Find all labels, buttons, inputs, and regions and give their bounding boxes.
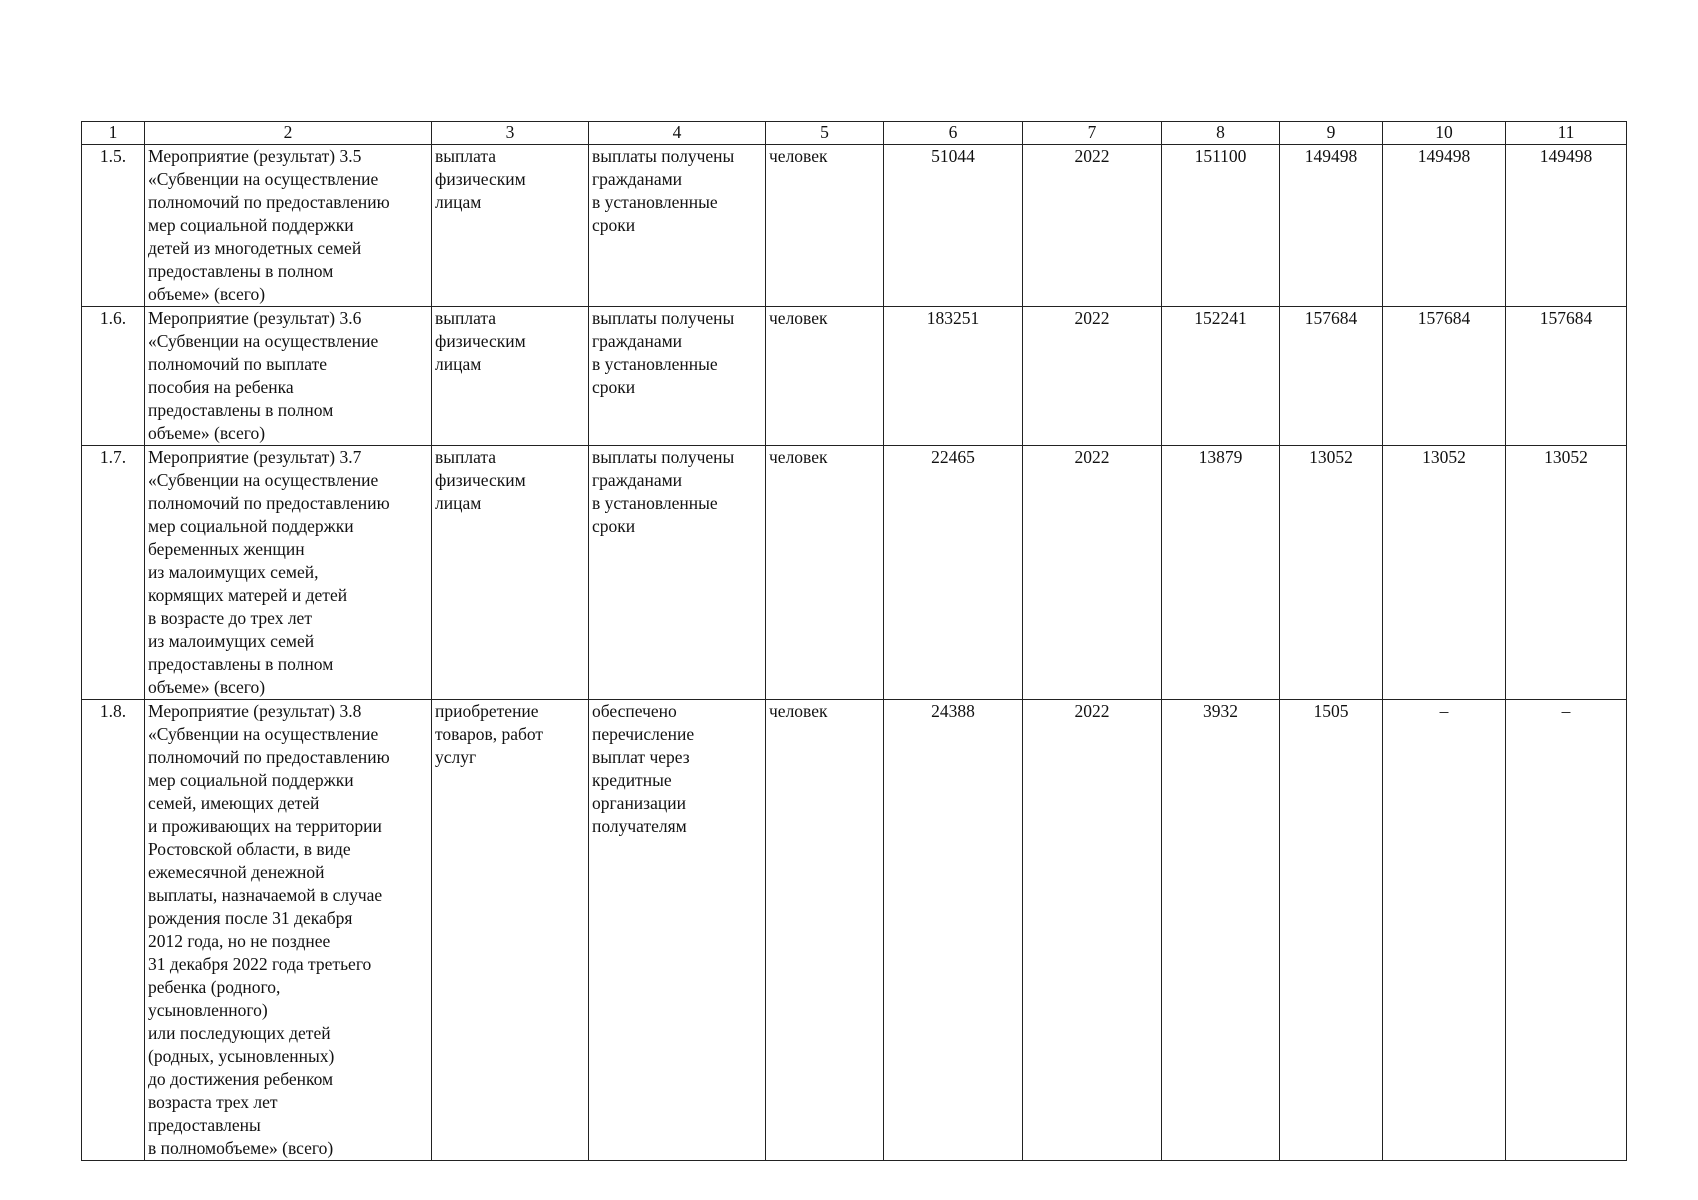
base-value: 22465: [884, 446, 1023, 700]
header-col-2: 2: [145, 122, 432, 145]
base-value: 51044: [884, 145, 1023, 307]
value-col-9: 157684: [1280, 307, 1383, 446]
value-col-11: 157684: [1506, 307, 1627, 446]
row-number: 1.8.: [82, 700, 145, 1161]
value-col-10: 13052: [1383, 446, 1506, 700]
value-col-11: –: [1506, 700, 1627, 1161]
table-row: [82, 700, 1627, 1161]
base-year: 2022: [1023, 446, 1162, 700]
measure-type: выплата физическим лицам: [432, 145, 589, 307]
value-col-9: 149498: [1280, 145, 1383, 307]
table-row: [82, 307, 1627, 446]
measure-type: выплата физическим лицам: [432, 446, 589, 700]
row-number: 1.5.: [82, 145, 145, 307]
header-col-6: 6: [884, 122, 1023, 145]
measure-characteristic: выплаты получены гражданами в установленные сроки: [589, 307, 766, 446]
header-col-5: 5: [766, 122, 884, 145]
value-col-8: 151100: [1162, 145, 1280, 307]
measure-characteristic: выплаты получены гражданами в установленные сроки: [589, 446, 766, 700]
measure-name: Мероприятие (результат) 3.5 «Субвенции на осуществление полномочий по предоставлению мер социальной поддержки детей из многодетных семей предоставлены в полном объеме» (всего): [145, 145, 432, 307]
header-col-9: 9: [1280, 122, 1383, 145]
header-col-7: 7: [1023, 122, 1162, 145]
value-col-8: 13879: [1162, 446, 1280, 700]
measure-name: Мероприятие (результат) 3.8 «Субвенции на осуществление полномочий по предоставлению мер социальной поддержки семей, имеющих детей и проживающих на территории Ростовской области, в виде ежемесячной денежной выплаты, назначаемой в случае рождения после 31 декабря 2012 года, но не позднее 31 декабря 2022 года третьего ребенка (родного, усыновленного) или последующих детей (родных, усыновленных) до достижения ребенком возраста трех лет предоставлены в полномобъеме» (всего): [145, 700, 432, 1161]
header-col-3: 3: [432, 122, 589, 145]
measure-name: Мероприятие (результат) 3.7 «Субвенции на осуществление полномочий по предоставлению мер социальной поддержки беременных женщин из малоимущих семей, кормящих матерей и детей в возрасте до трех лет из малоимущих семей предоставлены в полном объеме» (всего): [145, 446, 432, 700]
value-col-10: 157684: [1383, 307, 1506, 446]
value-col-9: 1505: [1280, 700, 1383, 1161]
base-year: 2022: [1023, 307, 1162, 446]
value-col-11: 149498: [1506, 145, 1627, 307]
value-col-10: 149498: [1383, 145, 1506, 307]
measure-unit: человек: [766, 700, 884, 1161]
header-col-8: 8: [1162, 122, 1280, 145]
header-row: [82, 122, 1627, 145]
measure-name: Мероприятие (результат) 3.6 «Субвенции на осуществление полномочий по выплате пособия на ребенка предоставлены в полном объеме» (всего): [145, 307, 432, 446]
measure-unit: человек: [766, 145, 884, 307]
measure-type: приобретение товаров, работ услуг: [432, 700, 589, 1161]
header-col-10: 10: [1383, 122, 1506, 145]
base-value: 24388: [884, 700, 1023, 1161]
value-col-11: 13052: [1506, 446, 1627, 700]
measures-table: [81, 121, 1627, 1161]
value-col-8: 152241: [1162, 307, 1280, 446]
value-col-8: 3932: [1162, 700, 1280, 1161]
base-value: 183251: [884, 307, 1023, 446]
header-col-11: 11: [1506, 122, 1627, 145]
header-col-4: 4: [589, 122, 766, 145]
base-year: 2022: [1023, 700, 1162, 1161]
value-col-10: –: [1383, 700, 1506, 1161]
measure-type: выплата физическим лицам: [432, 307, 589, 446]
base-year: 2022: [1023, 145, 1162, 307]
measure-unit: человек: [766, 307, 884, 446]
row-number: 1.6.: [82, 307, 145, 446]
row-number: 1.7.: [82, 446, 145, 700]
header-col-1: 1: [82, 122, 145, 145]
measure-characteristic: обеспечено перечисление выплат через кредитные организации получателям: [589, 700, 766, 1161]
value-col-9: 13052: [1280, 446, 1383, 700]
measure-unit: человек: [766, 446, 884, 700]
table-row: [82, 446, 1627, 700]
measure-characteristic: выплаты получены гражданами в установленные сроки: [589, 145, 766, 307]
table-row: [82, 145, 1627, 307]
